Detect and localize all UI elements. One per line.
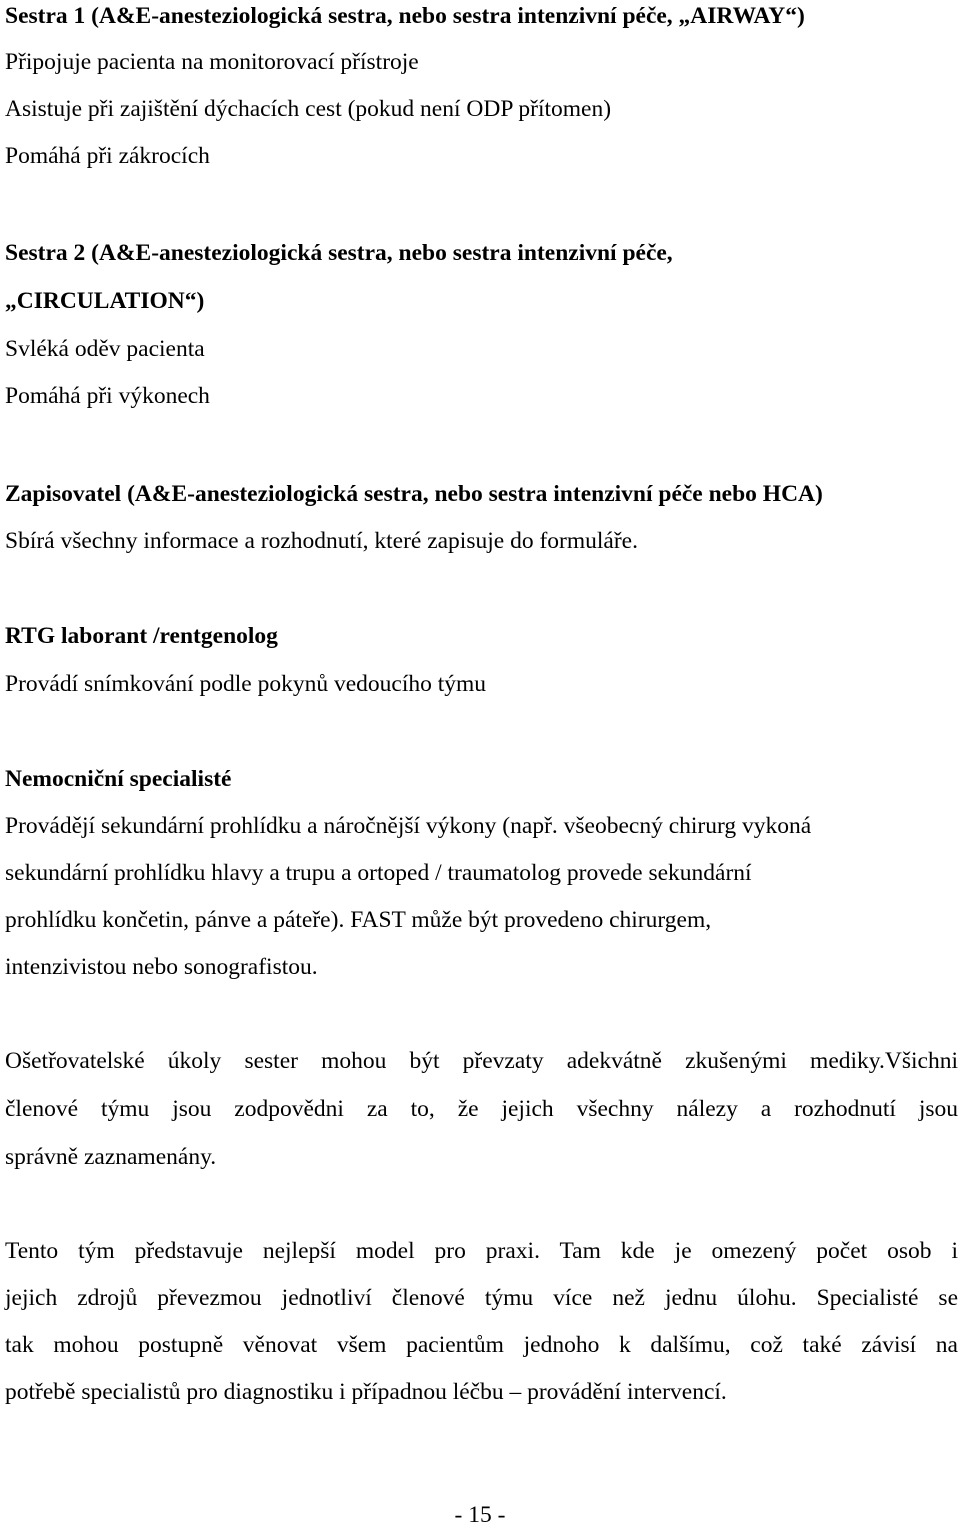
- body-line: Svléká oděv pacienta: [5, 336, 205, 362]
- body-line: prohlídku končetin, pánve a páteře). FAST může být provedeno chirurgem,: [5, 907, 712, 933]
- section-heading-zapisovatel: Zapisovatel (A&E-anesteziologická sestra, nebo sestra intenzivní péče nebo HCA): [5, 481, 823, 507]
- body-line: intenzivistou nebo sonografistou.: [5, 954, 318, 980]
- section-heading-sestra-2: Sestra 2 (A&E-anesteziologická sestra, nebo sestra intenzivní péče,: [5, 240, 673, 266]
- paragraph-line: členové týmu jsou zodpovědni za to, že jejich všechny nálezy a rozhodnutí jsou: [5, 1096, 958, 1122]
- body-line: sekundární prohlídku hlavy a trupu a ortoped / traumatolog provede sekundární: [5, 860, 752, 886]
- section-heading-sestra-2-cont: „CIRCULATION“): [5, 288, 205, 314]
- page-number: - 15 -: [454, 1502, 506, 1528]
- body-line: Sbírá všechny informace a rozhodnutí, které zapisuje do formuláře.: [5, 528, 638, 554]
- paragraph-line: tak mohou postupně věnovat všem pacientům jednoho k dalšímu, což také závisí na: [5, 1332, 958, 1358]
- paragraph-line: jejich zdrojů převezmou jednotliví členové týmu více než jednu úlohu. Specialisté se: [5, 1285, 958, 1311]
- body-line: Připojuje pacienta na monitorovací přístroje: [5, 49, 419, 75]
- paragraph-line: správně zaznamenány.: [5, 1144, 217, 1170]
- body-line: Provádí snímkování podle pokynů vedoucího týmu: [5, 671, 487, 697]
- paragraph-line: potřebě specialistů pro diagnostiku i případnou léčbu – provádění intervencí.: [5, 1379, 727, 1405]
- body-line: Provádějí sekundární prohlídku a náročnější výkony (např. všeobecný chirurg vykoná: [5, 813, 812, 839]
- section-heading-specialiste: Nemocniční specialisté: [5, 766, 232, 792]
- body-line: Pomáhá při zákrocích: [5, 143, 210, 169]
- paragraph-line: Tento tým představuje nejlepší model pro praxi. Tam kde je omezený počet osob i: [5, 1238, 958, 1264]
- section-heading-rtg: RTG laborant /rentgenolog: [5, 623, 278, 649]
- paragraph-line: Ošetřovatelské úkoly sester mohou být převzaty adekvátně zkušenými mediky.Všichni: [5, 1048, 958, 1074]
- section-heading-sestra-1: Sestra 1 (A&E-anesteziologická sestra, nebo sestra intenzivní péče, „AIRWAY“): [5, 3, 805, 29]
- body-line: Asistuje při zajištění dýchacích cest (pokud není ODP přítomen): [5, 96, 612, 122]
- body-line: Pomáhá při výkonech: [5, 383, 210, 409]
